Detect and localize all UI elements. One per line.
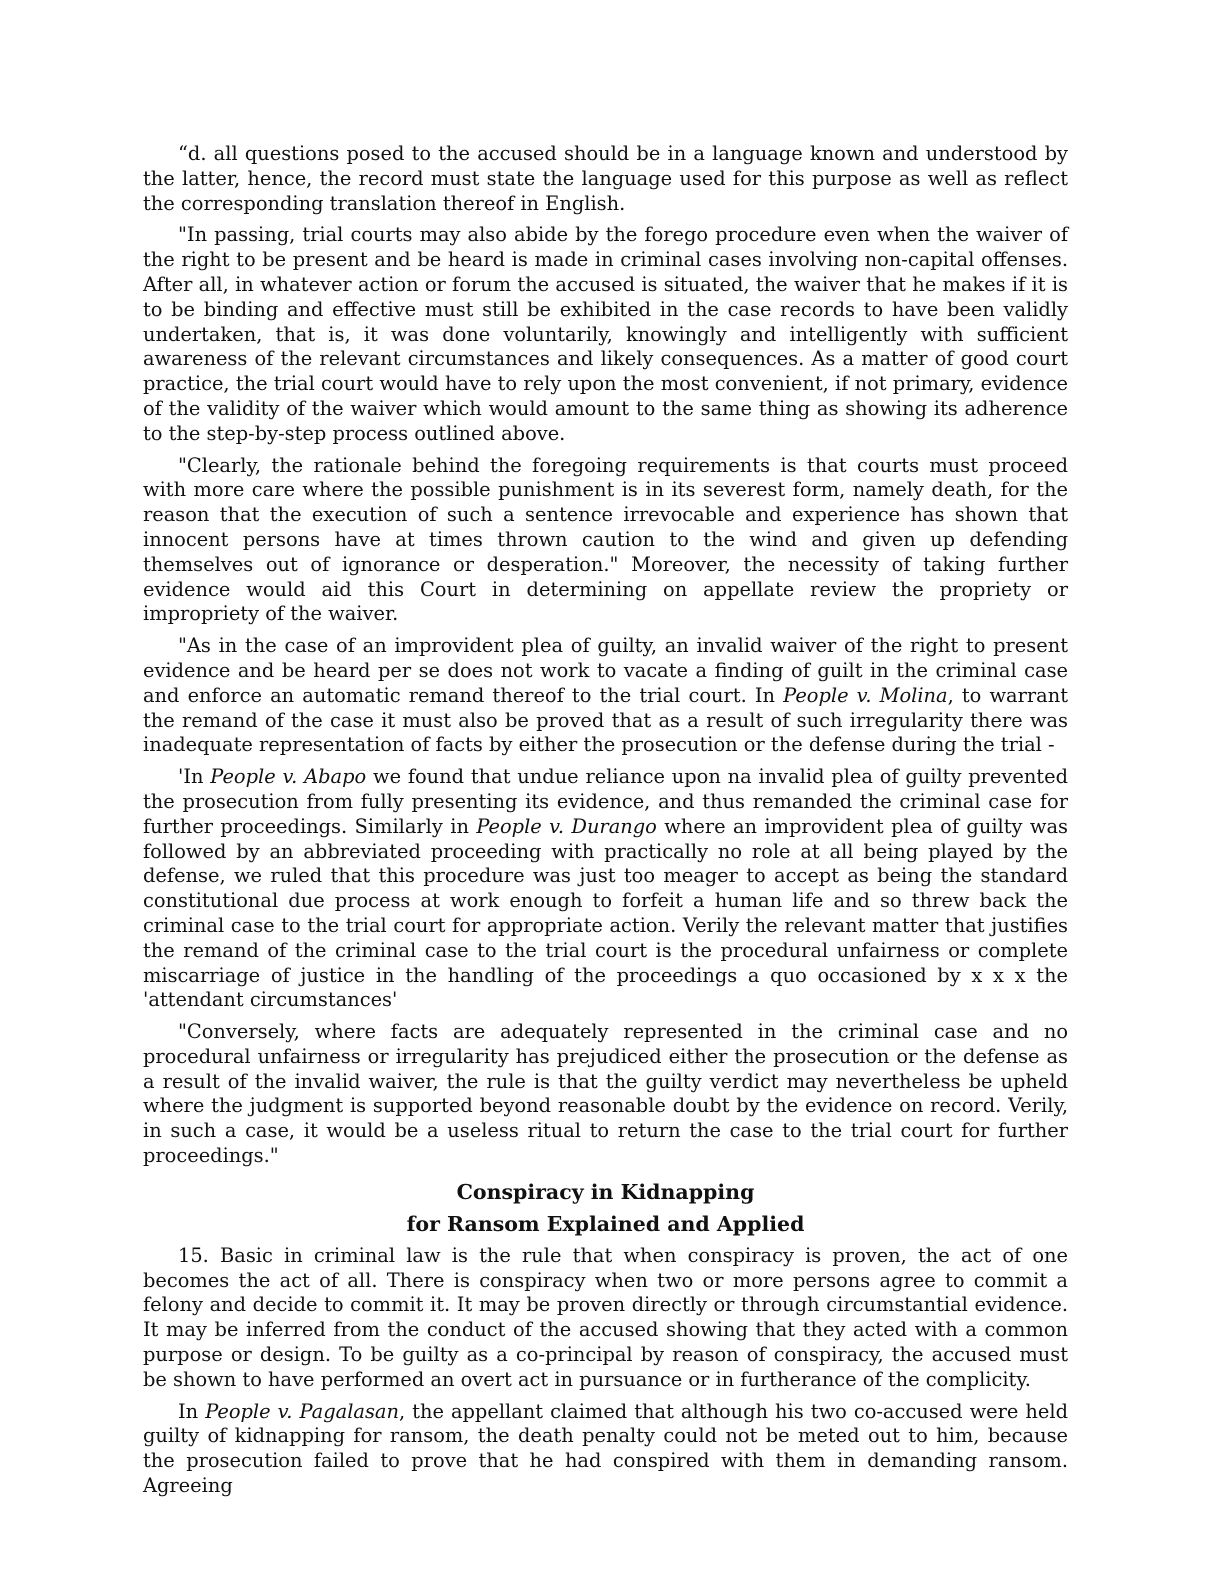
document-page bbox=[143, 142, 1068, 1506]
paragraph-rationale: "Clearly, the rationale behind the foregoing requirements is that courts must proceed with more care where the possible punishment is in its severest form, namely death, for the reason that the execution of such a sentence irrevocable and experience has shown that innocent persons have at times thrown caution to the wind and given up defending themselves out of ignorance or desperation." Moreover, the necessity of taking further evidence would aid this Court in determining on appellate review the propriety or impropriety of the waiver. bbox=[143, 453, 1068, 626]
text-segment: 'In bbox=[178, 765, 211, 789]
text-segment: , to warrant the remand of the case it must also be proved that as a result of such irregularity there was inadequate representation of facts by either the prosecution or the defense during the trial - bbox=[143, 683, 1068, 757]
paragraph-15-conspiracy: 15. Basic in criminal law is the rule that when conspiracy is proven, the act of one becomes the act of all. There is conspiracy when two or more persons agree to commit a felony and decide to commit it. It may be proven directly or through circumstantial evidence. It may be inferred from the conduct of the accused showing that they acted with a common purpose or design. To be guilty as a co-principal by reason of conspiracy, the accused must be shown to have performed an overt act in pursuance or in furtherance of the complicity. bbox=[143, 1243, 1068, 1391]
section-heading-line-1: Conspiracy in Kidnapping bbox=[456, 1179, 755, 1204]
case-citation: People v. Abapo bbox=[210, 765, 367, 789]
paragraph-improvident-plea bbox=[143, 634, 1068, 758]
case-citation: People v. Pagalasan bbox=[205, 1399, 399, 1423]
paragraph-d-language-requirement: “d. all questions posed to the accused should be in a language known and understood by the latter, hence, the record must state the language used for this purpose as well as reflect the corresponding translation thereof in English. bbox=[143, 142, 1068, 215]
text-segment: In bbox=[178, 1399, 206, 1423]
paragraph-conversely: "Conversely, where facts are adequately represented in the criminal case and no procedural unfairness or irregularity has prejudiced either the prosecution or the defense as a result of the invalid waiver, the rule is that the guilty verdict may nevertheless be upheld where the judgment is supported beyond reasonable doubt by the evidence on record. Verily, in such a case, it would be a useless ritual to return the case to the trial court for further proceedings." bbox=[143, 1020, 1068, 1168]
text-segment: we found that undue reliance upon na invalid plea of guilty prevented the prosecution from fully presenting its evidence, and thus remanded the criminal case for further proceedings. Similarly in bbox=[143, 765, 1068, 838]
paragraph-pagalasan bbox=[143, 1400, 1068, 1499]
section-heading bbox=[143, 1176, 1068, 1240]
text-segment: "As in the case of an improvident plea of guilty, an invalid waiver of the right to present evidence and be heard per se does not work to vacate a finding of guilt in the criminal case and enforce an automatic remand thereof to the trial court. In bbox=[143, 634, 1068, 707]
text-segment: , the appellant claimed that although his two co-accused were held guilty of kidnapping for ransom, the death penalty could not be meted out to him, because the prosecution failed to prove that he had conspired with them in demanding ransom. Agreeing bbox=[143, 1399, 1069, 1498]
paragraph-non-capital-waiver: "In passing, trial courts may also abide by the forego procedure even when the waiver of the right to be present and be heard is made in criminal cases involving non-capital offenses. After all, in whatever action or forum the accused is situated, the waiver that he makes if it is to be binding and effective must still be exhibited in the case records to have been validly undertaken, that is, it was done voluntarily, knowingly and intelligently with sufficient awareness of the relevant circumstances and likely consequences. As a matter of good court practice, the trial court would have to rely upon the most convenient, if not primary, evidence of the validity of the waiver which would amount to the same thing as showing its adherence to the step-by-step process outlined above. bbox=[143, 223, 1068, 445]
section-heading-line-2: for Ransom Explained and Applied bbox=[406, 1211, 805, 1236]
paragraph-abapo-durango bbox=[143, 765, 1068, 1013]
text-segment: where an improvident plea of guilty was followed by an abbreviated proceeding with practically no role at all being played by the defense, we ruled that this procedure was just too meager to accept as being the standard constitutional due process at work enough to forfeit a human life and so threw back the criminal case to the trial court for appropriate action. Verily the relevant matter that justifies the remand of the criminal case to the trial court is the procedural unfairness or complete miscarriage of justice in the handling of the proceedings a quo occasioned by x x x the 'attendant circumstances' bbox=[143, 814, 1068, 1012]
case-citation: People v. Durango bbox=[476, 814, 657, 838]
case-citation: People v. Molina bbox=[783, 683, 948, 707]
